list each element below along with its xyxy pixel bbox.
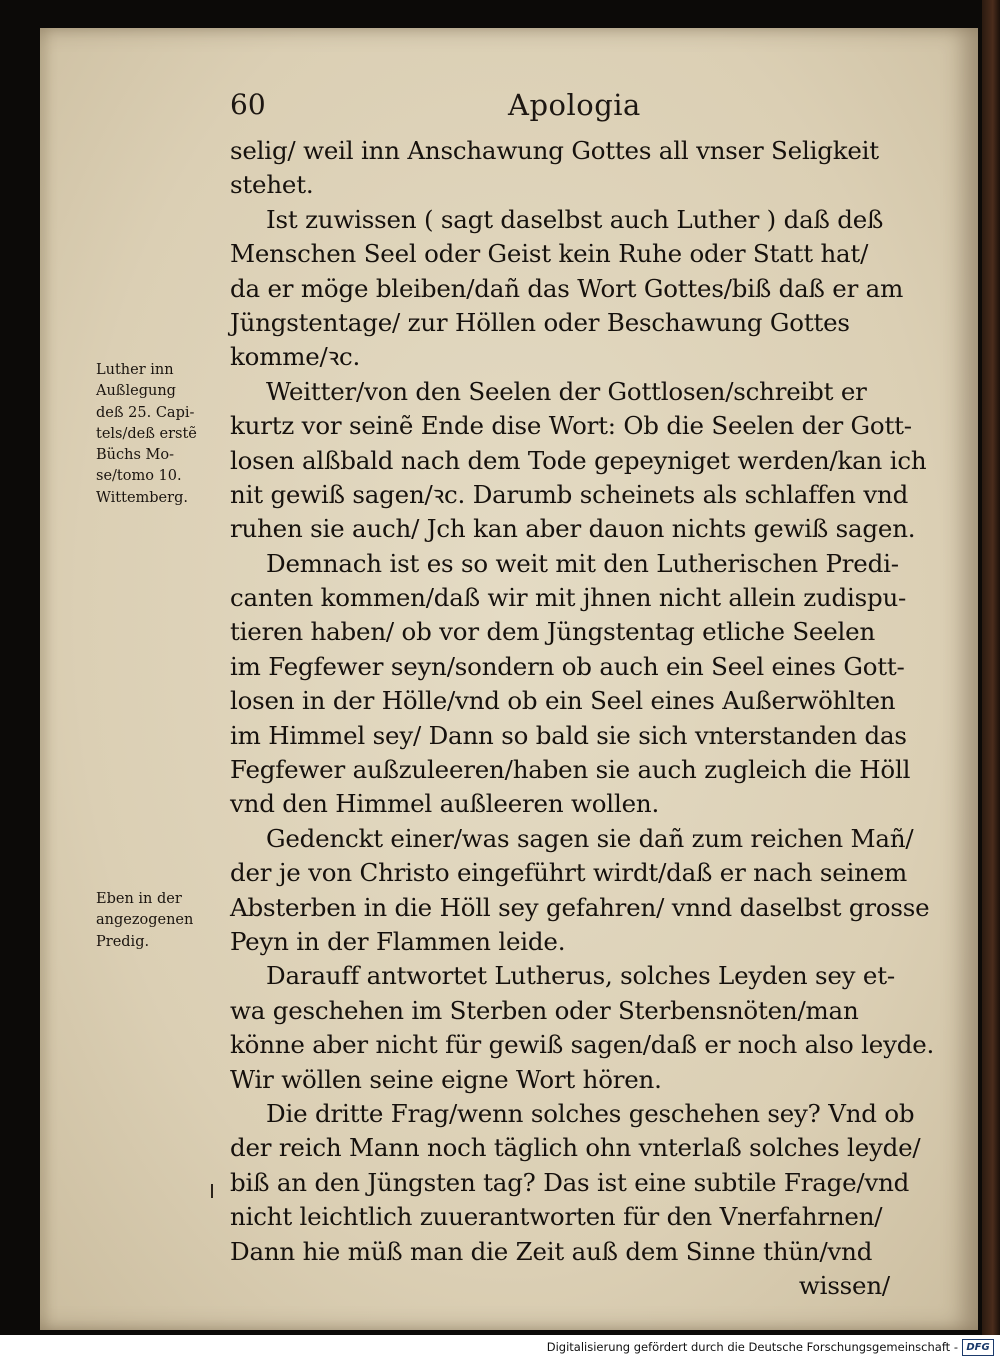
marginal-note-line: se/tomo 10.	[96, 468, 182, 485]
text-line: wa geschehen im Sterben oder Sterbensnöten/man	[230, 995, 859, 1025]
text-line: Menschen Seel oder Geist kein Ruhe oder Statt hat/	[230, 239, 869, 269]
text-line: im Fegfewer seyn/sondern ob auch ein Seel eines Gott-	[230, 651, 905, 681]
marginal-note-line: Eben in der	[96, 891, 182, 907]
text-line: könne aber nicht für gewiß sagen/daß er noch also leyde.	[230, 1030, 935, 1060]
marginal-note-line: Wittemberg.	[96, 489, 188, 506]
text-line: kurtz vor seinẽ Ende dise Wort: Ob die Seelen der Gott-	[230, 411, 912, 441]
text-line: der reich Mann noch täglich ohn vnterlaß solches leyde/	[230, 1133, 921, 1163]
funding-credit: Digitalisierung gefördert durch die Deutsche Forschungsgemeinschaft -	[546, 1340, 958, 1354]
text-line: Jüngstentage/ zur Höllen oder Beschawung Gottes	[230, 307, 850, 337]
text-line: biß an den Jüngsten tag? Das ist eine subtile Frage/vnd	[230, 1167, 910, 1197]
marginal-note-line: angezogenen	[96, 912, 194, 929]
marginal-note-line: Predig.	[96, 933, 150, 950]
page-header	[0, 88, 1000, 128]
text-line: ruhen sie auch/ Jch kan aber dauon nichts gewiß sagen.	[230, 514, 916, 544]
text-line: losen alßbald nach dem Tode gepeyniget werden/kan ich	[230, 445, 927, 475]
stray-ink-mark	[211, 1184, 213, 1198]
marginal-note-sermon-reference	[96, 889, 226, 953]
text-line: Fegfewer außzuleeren/haben sie auch zugleich die Höll	[230, 755, 911, 785]
text-line: Die dritte Frag/wenn solches geschehen sey? Vnd ob	[266, 1098, 915, 1128]
text-line: Gedenckt einer/was sagen sie dañ zum reichen Mañ/	[266, 823, 914, 853]
book-edge	[982, 0, 1000, 1335]
text-line: stehet.	[230, 170, 314, 200]
text-line: tieren haben/ ob vor dem Jüngstentag etliche Seelen	[230, 617, 876, 647]
text-line: canten kommen/daß wir mit jhnen nicht allein zudispu-	[230, 583, 907, 613]
text-line: wissen/	[798, 1270, 890, 1300]
text-line: losen in der Hölle/vnd ob ein Seel eines Außerwöhlten	[230, 686, 896, 716]
text-line: im Himmel sey/ Dann so bald sie sich vnterstanden das	[230, 720, 907, 750]
text-line: selig/ weil inn Anschawung Gottes all vnser Seligkeit	[230, 136, 879, 165]
marginal-note-line: Luther inn	[96, 362, 174, 378]
marginal-note-line: Büchs Mo-	[96, 447, 174, 464]
text-line: nicht leichtlich zuuerantworten für den Vnerfahrnen/	[230, 1202, 883, 1232]
text-line: Ist zuwissen ( sagt daselbst auch Luther ) daß deß	[266, 204, 884, 234]
page-number: 60	[230, 88, 266, 121]
text-line: vnd den Himmel außleeren wollen.	[230, 789, 660, 819]
running-title: Apologia	[508, 88, 641, 122]
dfg-logo: DFG	[962, 1339, 994, 1356]
marginal-note-line: tels/deß erstẽ	[96, 425, 197, 442]
text-line: da er möge bleiben/dañ das Wort Gottes/biß daß er am	[230, 273, 904, 303]
text-line: Peyn in der Flammen leide.	[230, 926, 566, 956]
digitization-footer	[0, 1335, 1000, 1361]
marginal-note-line: Außlegung	[96, 383, 176, 400]
text-line: Darauff antwortet Lutherus, solches Leyden sey et-	[266, 961, 895, 991]
text-line: Demnach ist es so weit mit den Lutherischen Predi-	[266, 548, 899, 578]
text-line: Dann hie müß man die Zeit auß dem Sinne thün/vnd	[230, 1236, 873, 1266]
text-line: Absterben in die Höll sey gefahren/ vnnd daselbst grosse	[230, 892, 930, 922]
marginal-note-luther-reference	[96, 360, 226, 509]
text-line: Weitter/von den Seelen der Gottlosen/schreibt er	[266, 376, 867, 406]
marginal-note-line: deß 25. Capi-	[96, 404, 195, 421]
text-line: Wir wöllen seine eigne Wort hören.	[230, 1064, 662, 1094]
text-line: nit gewiß sagen/ꝛc. Darumb scheinets als schlaffen vnd	[230, 479, 909, 509]
text-line: der je von Christo eingeführt wirdt/daß er nach seinem	[230, 858, 908, 888]
text-line: komme/ꝛc.	[230, 342, 361, 372]
body-text	[230, 134, 935, 1303]
